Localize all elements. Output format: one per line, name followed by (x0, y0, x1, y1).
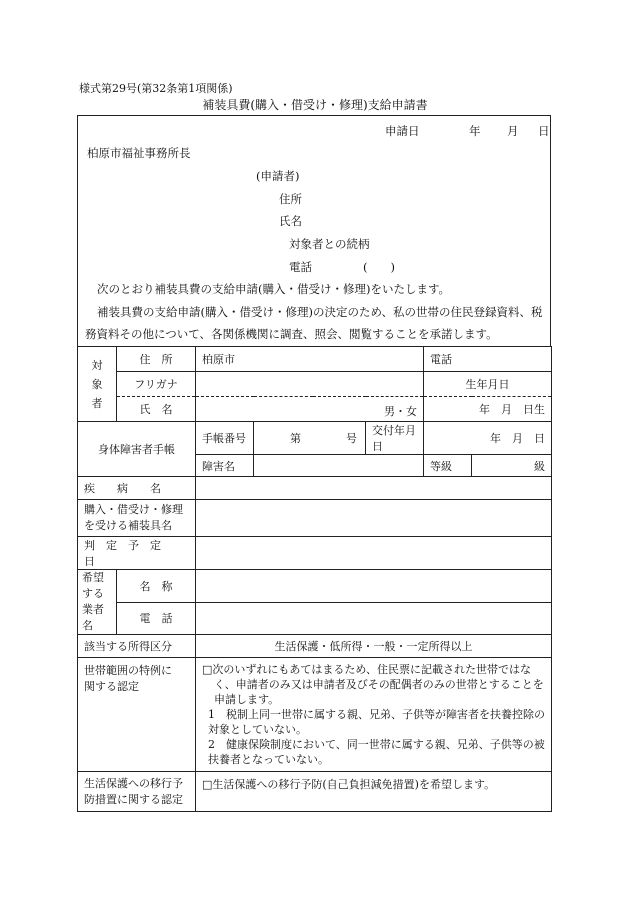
vendor-phone-label: 電 話 (117, 602, 196, 635)
vendor-phone-field[interactable] (196, 602, 552, 635)
decision-date-field[interactable] (196, 537, 552, 570)
decision-date-label: 判定予定日 (78, 537, 196, 570)
applicant-phone-paren: ( ) (363, 260, 395, 274)
form-number: 様式第29号(第32条第1項関係) (79, 82, 233, 95)
relation-label: 対象者との続柄 (289, 237, 370, 251)
application-header-box (77, 115, 551, 346)
birthdate-label: 生年月日 (424, 372, 552, 397)
vendor-label: 希望する 業者名 (78, 570, 117, 635)
household-item-2: 2 健康保険制度において、同一世帯に属する親、兄弟、子供等の被扶養者となっていない。 (208, 738, 545, 766)
income-options[interactable]: 生活保護・低所得・一般・一定所得以上 (196, 635, 552, 658)
issue-date-label: 交付年月日 (366, 422, 424, 455)
applicant-name-label: 氏名 (279, 214, 302, 228)
applicant-phone-label: 電話 (289, 260, 312, 274)
welfare-label: 生活保護への移行予 防措置に関する認定 (78, 772, 196, 812)
vendor-name-field[interactable] (196, 570, 552, 603)
applicant-label: (申請者) (256, 169, 300, 183)
handbook-label: 身体障害者手帳 (78, 422, 196, 477)
disease-label: 疾病名 (78, 477, 196, 500)
disease-field[interactable] (196, 477, 552, 500)
household-content (196, 658, 552, 772)
subject-birthdate-field[interactable]: 年 月 日生 (424, 397, 552, 422)
household-label: 世帯範囲の特例に 関する認定 (78, 658, 196, 772)
handbook-number-go: 号 (346, 432, 357, 445)
grade-label: 等級 (424, 455, 472, 477)
subject-address-value[interactable]: 柏原市 (196, 347, 424, 372)
device-field[interactable] (196, 500, 552, 537)
welfare-checkbox-text[interactable]: □生活保護への移行予防(自己負担減免措置)を希望します。 (196, 772, 552, 812)
subject-address-label: 住 所 (117, 347, 196, 372)
household-checkbox-text[interactable]: □次のいずれにもあてはまるため、住民票に記載された世帯ではなく、申請者のみ又は申請者及びその配偶者のみの世帯とすることを申請します。 (202, 663, 544, 706)
addressee: 柏原市福祉事務所長 (87, 146, 191, 160)
handbook-number-field[interactable] (254, 422, 366, 455)
household-item-1: 1 税制上同一世帯に属する親、兄弟、子供等が障害者を扶養控除の対象としていない。 (208, 708, 545, 736)
device-label: 購入・借受け・修理 を受ける補装具名 (78, 500, 196, 537)
statement-consent-line1: 補装具費の支給申請(購入・借受け・修理)の決定のため、私の世帯の住民登録資料、税 (97, 305, 543, 319)
grade-field[interactable]: 級 (472, 455, 552, 477)
applicant-address-label: 住所 (279, 192, 302, 206)
subject-label: 対象者 (78, 347, 117, 422)
vendor-name-label: 名 称 (117, 570, 196, 603)
subject-name-label: 氏 名 (117, 397, 196, 422)
statement-consent-line2: 務資料その他について、各関係機関に調査、照会、閲覧することを承諾します。 (85, 327, 498, 341)
furigana-field[interactable] (196, 372, 424, 397)
document-title: 補装具費(購入・借受け・修理)支給申請書 (202, 98, 428, 112)
issue-date-field[interactable]: 年 月 日 (424, 422, 552, 455)
income-label: 該当する所得区分 (78, 635, 196, 658)
disability-field[interactable] (254, 455, 424, 477)
statement-request: 次のとおり補装具費の支給申請(購入・借受け・修理)をいたします。 (97, 282, 451, 296)
date-day: 日 (538, 124, 550, 138)
application-date-label: 申請日 (385, 124, 420, 138)
date-year: 年 (469, 124, 481, 138)
subject-phone-label[interactable]: 電話 (424, 347, 552, 372)
date-month: 月 (507, 124, 519, 138)
furigana-label: フリガナ (117, 372, 196, 397)
handbook-number-label: 手帳番号 (196, 422, 254, 455)
application-form-table (77, 346, 552, 812)
subject-gender[interactable]: 男・女 (196, 397, 424, 422)
handbook-number-dai: 第 (290, 432, 301, 445)
disability-label: 障害名 (196, 455, 254, 477)
